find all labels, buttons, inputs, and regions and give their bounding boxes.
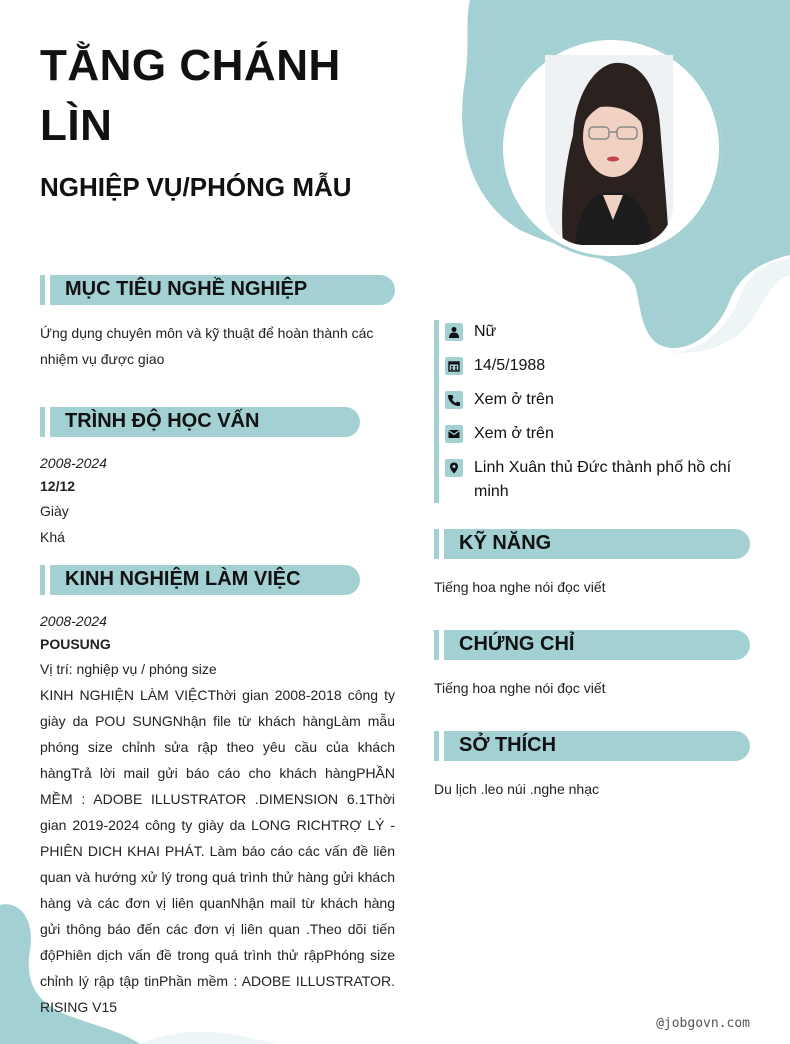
contact-email (445, 422, 744, 446)
contact-phone (445, 388, 744, 412)
education-grade: Khá (40, 529, 65, 545)
hobbies-title: SỞ THÍCH (459, 734, 557, 756)
experience-header (40, 565, 360, 595)
contact-gender (445, 320, 744, 344)
hobbies-text: Du lịch .leo núi .nghe nhạc (434, 781, 599, 797)
education-header (40, 407, 360, 437)
phone-value: Xem ở trên (474, 391, 554, 408)
education-period: 2008-2024 (40, 455, 107, 471)
address-value: Linh Xuân thủ Đức thành phố hồ chí minh (474, 459, 732, 500)
experience-title: KINH NGHIỆM LÀM VIỆC (65, 568, 301, 590)
person-icon (445, 323, 463, 341)
experience-role: Vị trí: nghiệp vụ / phóng size (40, 661, 217, 677)
email-value: Xem ở trên (474, 425, 554, 442)
education-school: 12/12 (40, 478, 76, 494)
certificates-header (434, 630, 750, 660)
candidate-name: TẰNG CHÁNH LÌN (40, 41, 341, 150)
objective-text: Ứng dụng chuyên môn và kỹ thuật để hoàn thành các nhiệm vụ được giao (40, 325, 374, 367)
experience-period: 2008-2024 (40, 613, 107, 629)
phone-icon (445, 391, 463, 409)
calendar-icon (445, 357, 463, 375)
experience-description: KINH NGHIỆN LÀM VIỆCThời gian 2008-2018 công ty giày da POU SUNGNhận file từ khách hàngLàm mẫu phóng size chỉnh sửa rập theo yêu cầu của khách hàngTrả lời mail gửi báo cáo cho khách hàngPHẦN MỀM : ADOBE ILLUSTRATOR .DIMENSION 6.1Thời gian 2019-2024 công ty giày da LONG RICHTRỢ LÝ -PHIÊN DICH KHAI PHÁT. Làm báo cáo các vấn đề liên quan và hướng xử lý trong quá trình thử hàng gửi khách hàng và các đơn vị liên quanNhận mail từ khách hàng gửi thông báo đến các đơn vị liên quan .Theo dõi tiến độPhiên dịch vấn đề trong quá trình thử rậpPhóng size chỉnh lý rập tập tinPhần mềm : ADOBE ILLUSTRATOR. RISING V15 (40, 687, 395, 1015)
certificates-text: Tiếng hoa nghe nói đọc viết (434, 680, 606, 696)
objective-header (40, 275, 395, 305)
mail-icon (445, 425, 463, 443)
objective-title: MỤC TIÊU NGHỀ NGHIỆP (65, 278, 308, 300)
contact-accent-bar (434, 320, 439, 503)
contact-birthday (445, 354, 744, 378)
skills-header (434, 529, 750, 559)
education-major: Giày (40, 503, 69, 519)
hobbies-header (434, 731, 750, 761)
skills-text: Tiếng hoa nghe nói đọc viết (434, 579, 606, 595)
certificates-title: CHỨNG CHỈ (459, 633, 575, 655)
gender-value: Nữ (474, 323, 497, 340)
birthday-value: 14/5/1988 (474, 357, 546, 374)
avatar (545, 55, 673, 245)
skills-title: KỸ NĂNG (459, 532, 552, 554)
location-icon (445, 459, 463, 477)
education-title: TRÌNH ĐỘ HỌC VẤN (65, 410, 260, 432)
contact-address (445, 456, 744, 504)
candidate-position: NGHIỆP VỤ/PHÓNG MẪU (40, 172, 352, 202)
watermark: @jobgovn.com (656, 1016, 750, 1031)
experience-company: POUSUNG (40, 636, 111, 652)
